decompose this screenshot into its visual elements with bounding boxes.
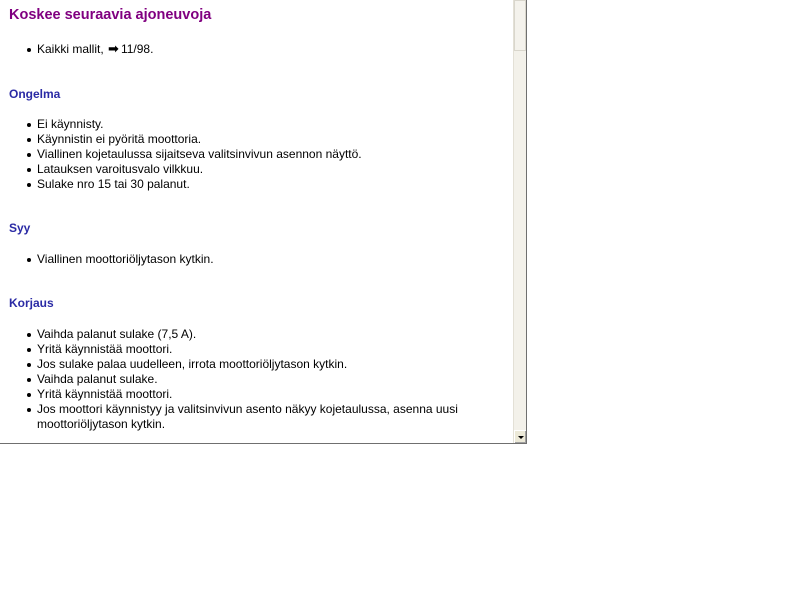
applies-to-prefix: Kaikki mallit, (37, 42, 104, 56)
list-item: Jos moottori käynnistyy ja valitsinvivun asento näkyy kojetaulussa, asenna uusi moottoriöljytason kytkin. (0, 402, 480, 432)
list-item: Viallinen moottoriöljytason kytkin. (0, 252, 480, 267)
vertical-scrollbar[interactable] (513, 0, 526, 443)
section-heading-problem: Ongelma (9, 87, 61, 101)
repair-list (0, 327, 480, 432)
right-arrow-icon: ➡ (108, 42, 119, 57)
section-heading-repair: Korjaus (9, 296, 54, 310)
list-item: Vaihda palanut sulake (7,5 A). (0, 327, 480, 342)
applies-to-suffix: 11/98. (120, 42, 154, 56)
list-item: Viallinen kojetaulussa sijaitseva valitsinvivun asennon näyttö. (0, 147, 480, 162)
document-content (0, 0, 513, 443)
list-item: Latauksen varoitusvalo vilkkuu. (0, 162, 480, 177)
document-frame (0, 0, 527, 444)
applies-to-list (0, 42, 480, 57)
list-item: Jos sulake palaa uudelleen, irrota moottoriöljytason kytkin. (0, 357, 480, 372)
list-item: Yritä käynnistää moottori. (0, 342, 480, 357)
cause-list (0, 252, 480, 267)
list-item (0, 42, 480, 57)
list-item: Ei käynnisty. (0, 117, 480, 132)
list-item: Sulake nro 15 tai 30 palanut. (0, 177, 480, 192)
section-heading-cause: Syy (9, 221, 31, 235)
list-item: Vaihda palanut sulake. (0, 372, 480, 387)
problem-list (0, 117, 480, 192)
scrollbar-thumb[interactable] (514, 0, 526, 51)
scroll-down-button[interactable] (514, 430, 526, 443)
list-item: Käynnistin ei pyöritä moottoria. (0, 132, 480, 147)
page-title: Koskee seuraavia ajoneuvoja (9, 7, 212, 23)
list-item: Yritä käynnistää moottori. (0, 387, 480, 402)
